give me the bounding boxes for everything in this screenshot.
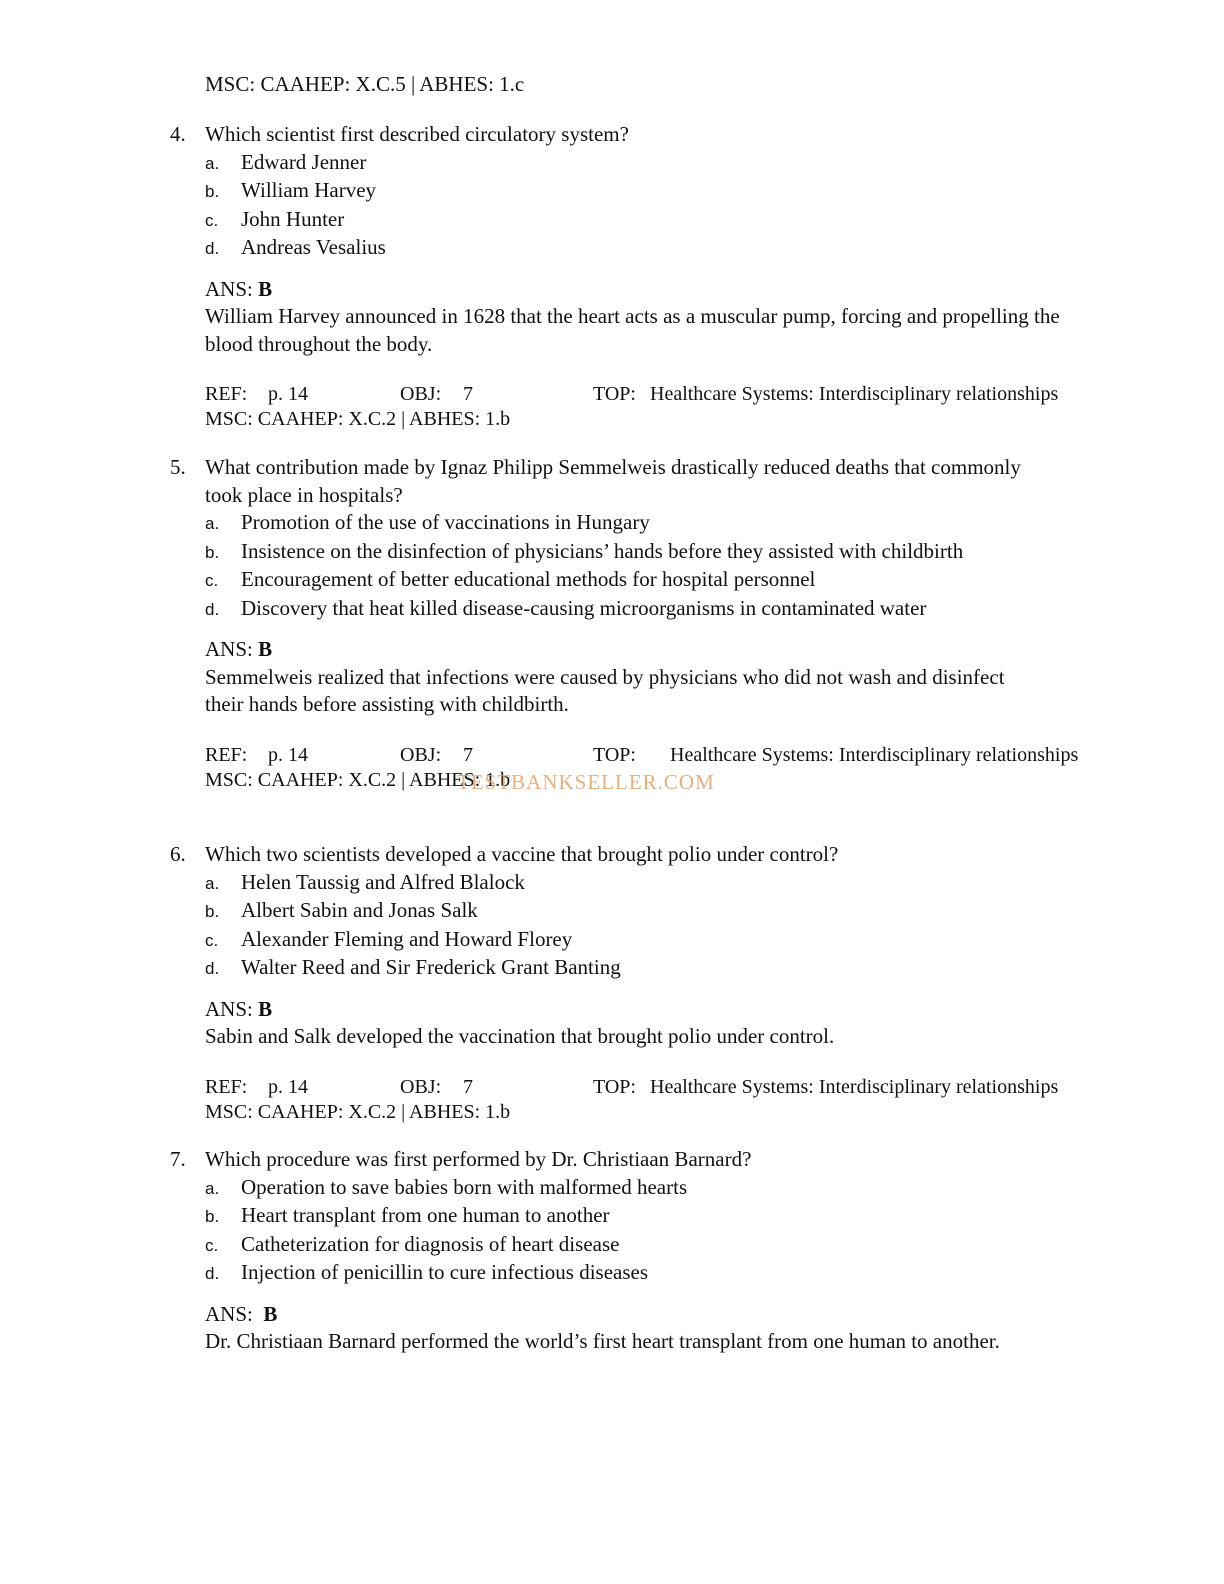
rationale: William Harvey announced in 1628 that the heart acts as a muscular pump, forcing and propelling the blood throughout the body. xyxy=(205,304,1060,356)
option-c: c. John Hunter xyxy=(205,206,345,231)
question-number: 7. xyxy=(170,1147,186,1171)
option-c: c. Encouragement of better educational methods for hospital personnel xyxy=(205,567,816,591)
question-number: 5. xyxy=(170,455,186,479)
answer-options xyxy=(205,509,1110,623)
rationale: Semmelweis realized that infections were caused by physicians who did not wash and disinfect their hands before assisting with childbirth. xyxy=(205,664,1005,716)
answer-key: B xyxy=(258,276,273,301)
question-4 xyxy=(170,121,1110,432)
option-a: a. Operation to save babies born with malformed hearts xyxy=(205,1174,688,1199)
option-d: d. Injection of penicillin to cure infectious diseases xyxy=(205,1260,649,1284)
answer-key: B xyxy=(258,637,273,661)
option-b: b. Albert Sabin and Jonas Salk xyxy=(205,898,478,922)
question-number: 6. xyxy=(170,842,186,866)
option-b: b. Heart transplant from one human to another xyxy=(205,1203,610,1227)
watermark: TESTBANKSELLER.COM xyxy=(457,770,715,794)
answer-options xyxy=(205,1174,1110,1288)
objective: 7 xyxy=(463,743,473,766)
ref-line: REF: p. 14 OBJ: 7 TOP: Healthcare Systems: Interdisciplinary relationships xyxy=(205,1075,1059,1098)
msc-line: MSC: CAAHEP: X.C.2 | ABHES: 1.b xyxy=(205,768,511,791)
question-text: Which two scientists developed a vaccine that brought polio under control? xyxy=(205,842,839,866)
option-a: a. Promotion of the use of vaccinations in Hungary xyxy=(205,510,650,534)
ref-line: REF: p. 14 OBJ: 7 TOP: Healthcare Systems: Interdisciplinary relationships xyxy=(205,383,1059,405)
option-a: a. Edward Jenner xyxy=(205,149,367,174)
rationale: Dr. Christiaan Barnard performed the world’s first heart transplant from one human to another. xyxy=(205,1329,1000,1353)
objective: 7 xyxy=(463,383,473,405)
question-text: Which procedure was first performed by Dr. Christiaan Barnard? xyxy=(205,1147,752,1171)
topic: Healthcare Systems: Interdisciplinary relationships xyxy=(650,1075,1059,1098)
objective: 7 xyxy=(463,1075,473,1098)
answer-key: B xyxy=(263,1301,278,1326)
question-number: 4. xyxy=(170,122,186,146)
rationale: Sabin and Salk developed the vaccination that brought polio under control. xyxy=(205,1024,835,1048)
ref-page: p. 14 xyxy=(268,383,308,405)
question-text: Which scientist first described circulatory system? xyxy=(205,122,629,146)
msc-line: MSC: CAAHEP: X.C.2 | ABHES: 1.b xyxy=(205,408,511,430)
question-5 xyxy=(170,454,1110,793)
answer-line: ANS: B xyxy=(205,996,273,1021)
ref-page: p. 14 xyxy=(268,743,308,766)
option-c: c. Alexander Fleming and Howard Florey xyxy=(205,926,573,951)
answer-line: ANS: B xyxy=(205,276,273,301)
option-b: b. William Harvey xyxy=(205,178,377,202)
option-a: a. Helen Taussig and Alfred Blalock xyxy=(205,869,525,894)
option-d: d. Walter Reed and Sir Frederick Grant Banting xyxy=(205,955,621,979)
topic: Healthcare Systems: Interdisciplinary relationships xyxy=(650,383,1059,405)
option-b: b. Insistence on the disinfection of physicians’ hands before they assisted with childbirth xyxy=(205,538,964,563)
msc-line: MSC: CAAHEP: X.C.2 | ABHES: 1.b xyxy=(205,1100,511,1123)
answer-options xyxy=(205,149,1110,263)
question-text: What contribution made by Ignaz Philipp Semmelweis drastically reduced deaths that commonly took place in hospitals? xyxy=(205,455,1021,507)
answer-line: ANS: B xyxy=(205,1301,278,1326)
question-7 xyxy=(170,1146,1110,1356)
ref-line: REF: p. 14 OBJ: 7 TOP: Healthcare Systems: Interdisciplinary relationships xyxy=(205,743,1079,766)
answer-key: B xyxy=(258,996,273,1021)
question-6 xyxy=(170,841,1110,1125)
topic: Healthcare Systems: Interdisciplinary relationships xyxy=(670,743,1079,766)
answer-line: ANS: B xyxy=(205,637,273,661)
option-c: c. Catheterization for diagnosis of heart disease xyxy=(205,1231,620,1256)
ref-page: p. 14 xyxy=(268,1075,308,1098)
option-d: d. Andreas Vesalius xyxy=(205,235,386,259)
option-d: d. Discovery that heat killed disease-causing microorganisms in contaminated water xyxy=(205,595,927,620)
header-msc: MSC: CAAHEP: X.C.5 | ABHES: 1.c xyxy=(205,72,525,96)
answer-options xyxy=(205,869,1110,983)
